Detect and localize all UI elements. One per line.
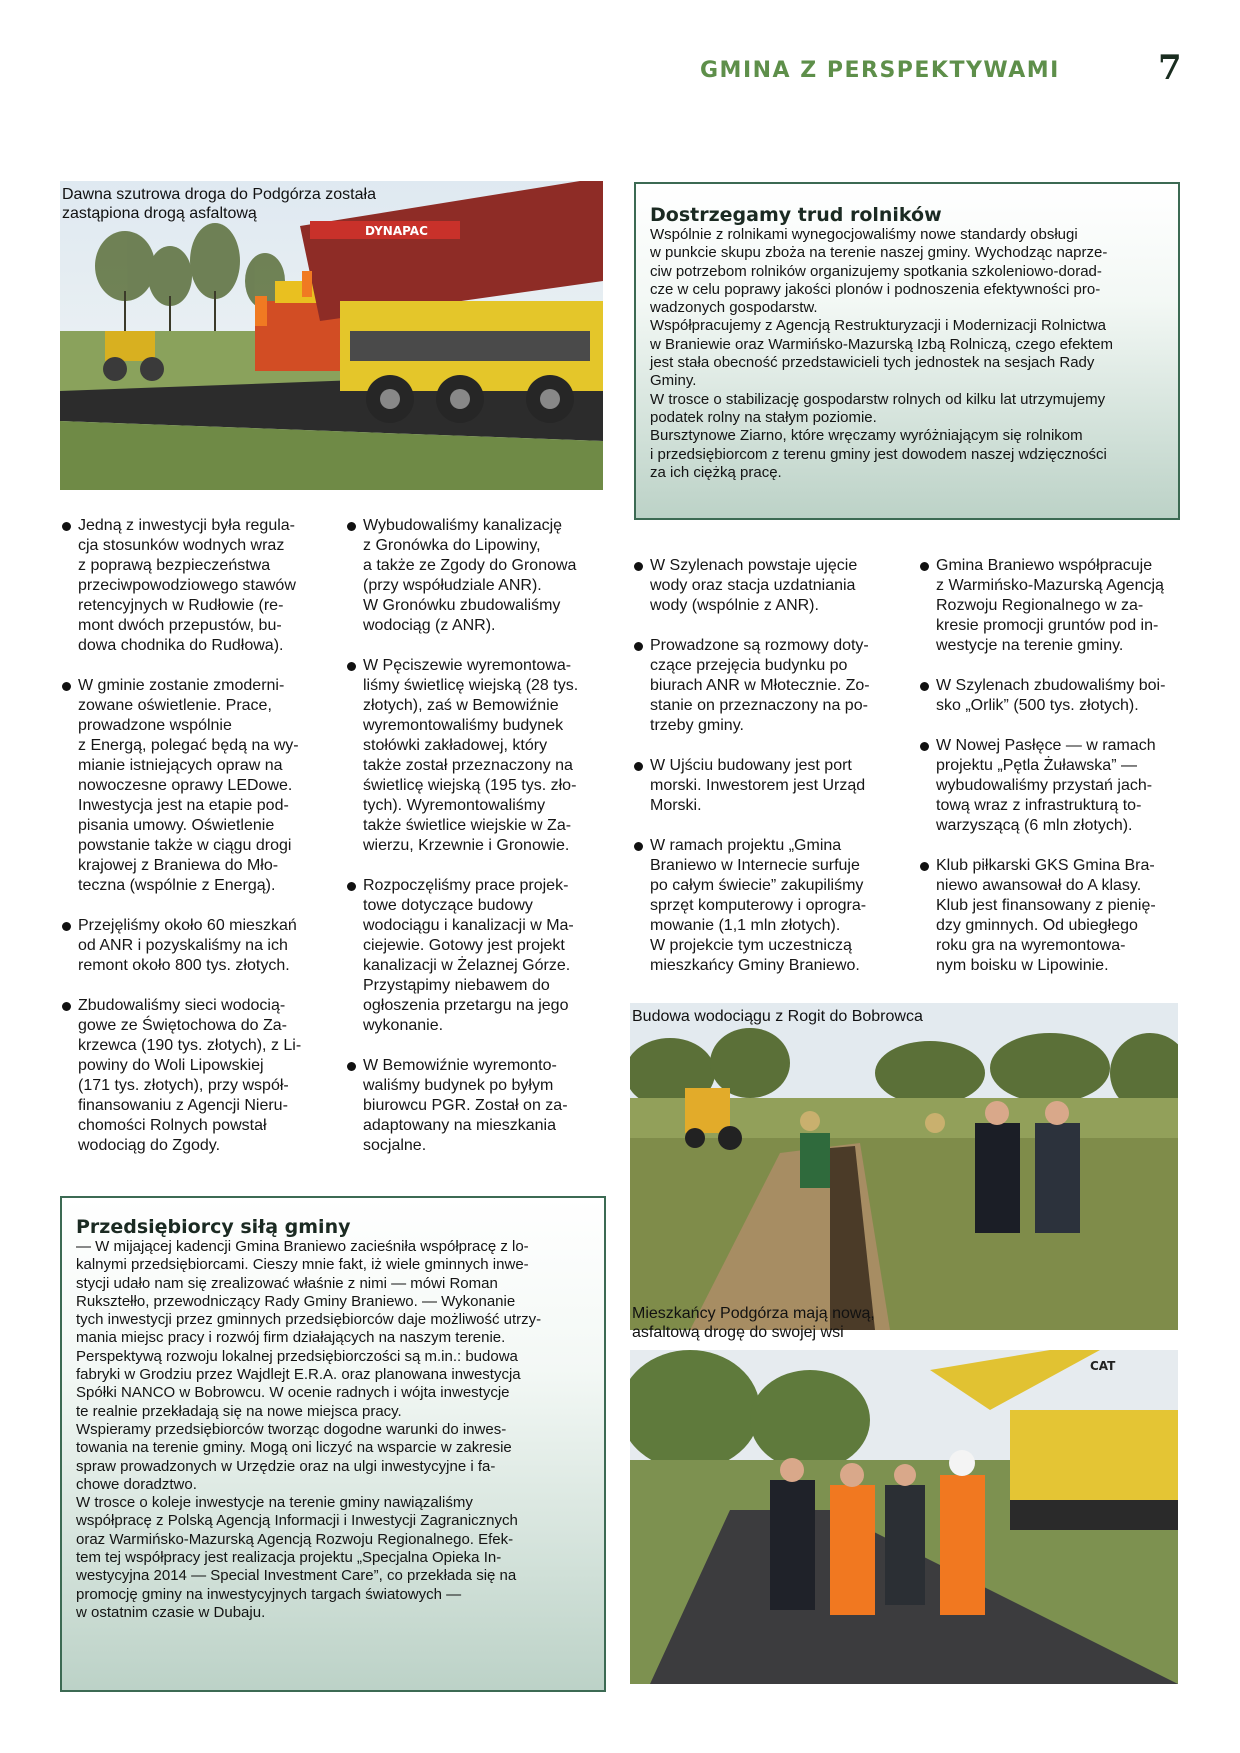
water-photo-caption: Budowa wodociągu z Rogit do Bobrowca xyxy=(632,1008,923,1025)
list-item: Przejęliśmy około 60 mieszkań od ANR i pozyskaliśmy na ich remont około 800 tys. złotych. xyxy=(60,916,330,976)
list-item: W Szylenach zbudowaliśmy boi- sko „Orlik” (500 tys. złotych). xyxy=(918,676,1193,716)
list-item: W Bemowiźnie wyremonto- waliśmy budynek po byłym biurowcu PGR. Został on za- adaptowany na mieszkania socjalne. xyxy=(345,1056,615,1156)
water-pipeline-photo xyxy=(630,1003,1178,1330)
residents-photo-caption: Mieszkańcy Podgórza mają nową, asfaltową drogę do swojej wsi xyxy=(632,1305,875,1341)
list-item: W ramach projektu „Gmina Braniewo w Internecie surfuje po całym świecie” zakupiliśmy sprzęt komputerowy i oprogra- mowanie (1,1 mln złotych). W projekcie tym uczestniczą mieszkańcy Gminy Braniewo. xyxy=(632,836,907,976)
road-paving-photo xyxy=(60,181,603,490)
list-item: Klub piłkarski GKS Gmina Bra- niewo awansował do A klasy. Klub jest finansowany z pienię- dzy gminnych. Od ubiegłego roku gra na wyremontowa- nym boisku w Lipowinie. xyxy=(918,856,1193,976)
truck-brand-text: DYNAPAC xyxy=(365,224,428,238)
list-item: Gmina Braniewo współpracuje z Warmińsko-Mazurską Agencją Rozwoju Regionalnego w za- kresie promocji gruntów pod in- westycje na terenie gminy. xyxy=(918,556,1193,656)
machine-brand-text: CAT xyxy=(1090,1359,1116,1373)
farmers-box-body: Wspólnie z rolnikami wynegocjowaliśmy nowe standardy obsługi w punkcie skupu zboża na terenie naszej gminy. Wychodząc naprze- ciw potrzebom rolników organizujemy spotkania szkoleniowo-dorad- cze w celu poprawy jakości plonów i podnoszenia efektywności pro- wadzonych gospodarstw. Współpracujemy z Agencją Restrukturyzacji i Modernizacji Rolnictwa w Braniewie oraz Warmińsko-Mazurską Izbą Rolniczą, czego efektem jest stała obecność przedstawicieli tych jednostek na sesjach Rady Gminy. W trosce o stabilizację gospodarstw rolnych od kilku lat utrzymujemy podatek rolny na stałym poziomie. Bursztynowe Ziarno, które wręczamy wyróżniającym się rolnikom i przedsiębiorcom z terenu gminy jest dowodem naszej wdzięczności za ich ciężką pracę. xyxy=(650,226,1113,481)
list-item: Zbudowaliśmy sieci wodocią- gowe ze Świętochowa do Za- krzewca (190 tys. złotych), z Li- powiny do Woli Lipowskiej (171 tys. złotych), przy współ- finansowaniu z Agencji Nieru- chomości Rolnych powstał wodociąg do Zgody. xyxy=(60,996,330,1156)
list-item: Wybudowaliśmy kanalizację z Gronówka do Lipowiny, a także ze Zgody do Gronowa (przy współudziale ANR). W Gronówku zbudowaliśmy wodociąg (z ANR). xyxy=(345,516,615,636)
column-3 xyxy=(632,556,907,996)
list-item: W Nowej Pasłęce — w ramach projektu „Pętla Żuławska” — wybudowaliśmy przystań jach- tową wraz z infrastrukturą to- warzyszącą (6 mln złotych). xyxy=(918,736,1193,836)
section-title: GMINA Z PERSPEKTYWAMI xyxy=(700,58,1060,83)
list-item: W Pęciszewie wyremontowa- liśmy świetlicę wiejską (28 tys. złotych), zaś w Bemowiźnie wyremontowaliśmy budynek stołówki zakładowej, który także został przeznaczony na świetlicę wiejską (195 tys. zło- tych). Wyremontowaliśmy także świetlice wiejskie w Za- wierzu, Krzewnie i Gronowie. xyxy=(345,656,615,856)
list-item: W Szylenach powstaje ujęcie wody oraz stacja uzdatniania wody (wspólnie z ANR). xyxy=(632,556,907,616)
business-box-title: Przedsiębiorcy siłą gminy xyxy=(76,1216,351,1238)
column-2 xyxy=(345,516,615,1176)
business-box-body: — W mijającej kadencji Gmina Braniewo zacieśniła współpracę z lo- kalnymi przedsiębiorcami. Cieszy mnie fakt, iż wiele gminnych inwe- stycji udało nam się zrealizować właśnie z nimi — mówi Roman Ruksztełło, przewodniczący Rady Gminy Braniewo. — Wykonanie tych inwestycji przez gminnych przedsiębiorców daje możliwość utrzy- mania miejsc pracy i rozwój firm działających na naszym terenie. Perspektywą rozwoju lokalnej przedsiębiorczości są m.in.: budowa fabryki w Grodziu przez Wajdlejt E.R.A. oraz planowana inwestycja Spółki NANCO w Bobrowcu. W ocenie radnych i wójta inwestycje te realnie przekładają się na nowe miejsca pracy. Wspieramy przedsiębiorców tworząc dogodne warunki do inwes- towania na terenie gminy. Mogą oni liczyć na wsparcie w zakresie spraw prowadzonych w Urzędzie oraz na ulgi inwestycyjne i fa- chowe doradztwo. W trosce o koleje inwestycje na terenie gminy nawiązaliśmy współpracę z Polską Agencją Informacji i Inwestycji Zagranicznych oraz Warmińsko-Mazurską Agencją Rozwoju Regionalnego. Efek- tem tej współpracy jest realizacja projektu „Specjalna Opieka In- westycyjna 2014 — Special Investment Care”, co przekłada się na promocję gminy na inwestycyjnych targach światowych — w ostatnim czasie w Dubaju. xyxy=(76,1238,542,1621)
farmers-box-title: Dostrzegamy trud rolników xyxy=(650,204,942,226)
residents-road-photo xyxy=(630,1305,1178,1684)
column-4 xyxy=(918,556,1193,996)
list-item: Rozpoczęliśmy prace projek- towe dotyczące budowy wodociągu i kanalizacji w Ma- ciejewie. Gotowy jest projekt kanalizacji w Żelaznej Górze. Przystąpimy niebawem do ogłoszenia przetargu na jego wykonanie. xyxy=(345,876,615,1036)
list-item: W gminie zostanie zmoderni- zowane oświetlenie. Prace, prowadzone wspólnie z Energą, polegać będą na wy- mianie istniejących opraw na nowoczesne oprawy LEDowe. Inwestycja jest na etapie pod- pisania umowy. Oświetlenie powstanie także w ciągu drogi krajowej z Braniewa do Mło- teczna (wspólnie z Energą). xyxy=(60,676,330,896)
list-item: Jedną z inwestycji była regula- cja stosunków wodnych wraz z poprawą bezpieczeństwa przeciwpowodziowego stawów retencyjnych w Rudłowie (re- mont dwóch przepustów, bu- dowa chodnika do Rudłowa). xyxy=(60,516,330,656)
list-item: W Ujściu budowany jest port morski. Inwestorem jest Urząd Morski. xyxy=(632,756,907,816)
page-number: 7 xyxy=(1158,48,1182,88)
farmers-box xyxy=(634,182,1180,520)
column-1 xyxy=(60,516,330,1176)
list-item: Prowadzone są rozmowy doty- czące przejęcia budynku po biurach ANR w Młotecznie. Zo- stanie on przeznaczony na po- trzeby gminy. xyxy=(632,636,907,736)
business-box xyxy=(60,1196,606,1692)
road-photo-caption: Dawna szutrowa droga do Podgórza została zastąpiona drogą asfaltową xyxy=(62,186,376,222)
